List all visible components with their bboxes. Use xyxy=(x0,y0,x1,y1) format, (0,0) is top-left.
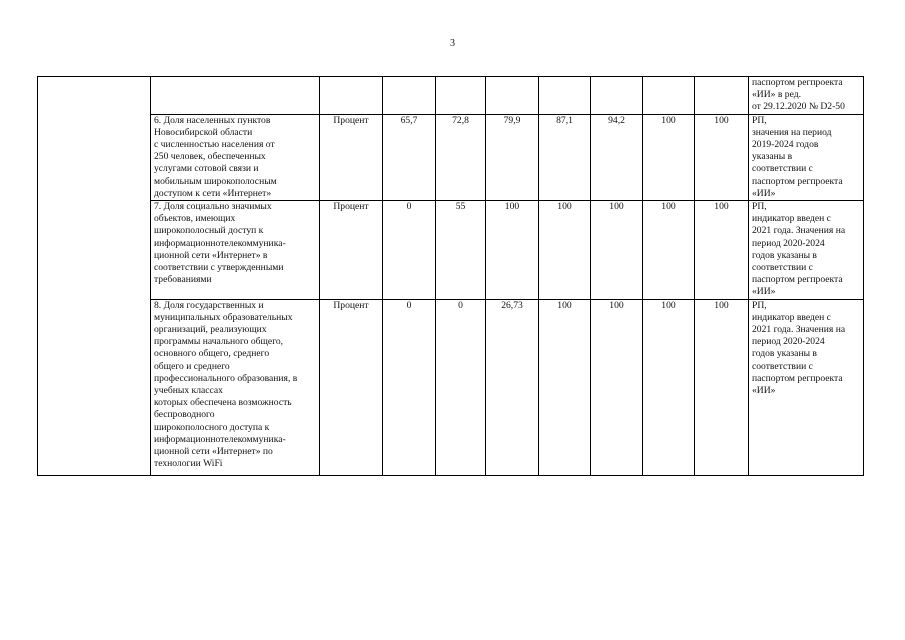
note-cell xyxy=(749,299,864,475)
value-cell: 79,9 xyxy=(486,114,539,200)
value-cell xyxy=(695,77,749,115)
note-line: РП, xyxy=(752,114,767,126)
table-row xyxy=(38,299,864,475)
value-cell: 100 xyxy=(539,299,591,475)
value-cell: 26,73 xyxy=(486,299,539,475)
value-cell: 100 xyxy=(695,299,749,475)
value-cell: 100 xyxy=(643,299,695,475)
note-line: годов указаны в xyxy=(752,348,817,360)
name-line: информационнотелекоммуника- xyxy=(154,433,286,445)
value-cell: 72,8 xyxy=(436,114,486,200)
note-cell xyxy=(749,114,864,200)
value-cell xyxy=(539,77,591,115)
value-cell: 100 xyxy=(695,114,749,200)
value-cell: 87,1 xyxy=(539,114,591,200)
name-line: соответствии с утвержденными xyxy=(154,262,284,274)
note-line: 2021 года. Значения на xyxy=(752,324,846,336)
unit-cell: Процент xyxy=(320,201,383,300)
note-line: период 2020-2024 xyxy=(752,336,825,348)
note-line: 2019-2024 годов xyxy=(752,139,819,151)
note-line: «ИИ» в ред. xyxy=(752,89,801,101)
note-line: от 29.12.2020 № D2-50 xyxy=(752,101,845,113)
value-cell: 94,2 xyxy=(591,114,643,200)
note-line: паспортом регпроекта xyxy=(752,274,843,286)
note-line: паспортом регпроекта xyxy=(752,77,843,88)
note-line: значения на период xyxy=(752,126,832,138)
name-line: муниципальных образовательных xyxy=(154,311,293,323)
name-line: общего и среднего xyxy=(154,360,230,372)
name-line: доступом к сети «Интернет» xyxy=(154,187,272,199)
name-line: широкополосный доступ к xyxy=(154,225,264,237)
note-cell xyxy=(749,201,864,300)
value-cell xyxy=(383,77,436,115)
value-cell xyxy=(436,77,486,115)
name-line: 7. Доля социально значимых xyxy=(154,201,272,213)
note-line: соответствии с xyxy=(752,163,813,175)
unit-cell: Процент xyxy=(320,299,383,475)
indicator-name-cell xyxy=(151,201,320,300)
note-line: «ИИ» xyxy=(752,385,776,397)
note-cell xyxy=(749,77,864,115)
value-cell: 100 xyxy=(643,201,695,300)
indicators-table xyxy=(37,76,864,476)
value-cell: 100 xyxy=(486,201,539,300)
value-cell: 100 xyxy=(591,201,643,300)
indicator-name-cell xyxy=(151,77,320,115)
value-cell: 65,7 xyxy=(383,114,436,200)
name-line: программы начального общего, xyxy=(154,336,284,348)
value-cell: 0 xyxy=(383,201,436,300)
note-line: паспортом регпроекта xyxy=(752,175,843,187)
value-cell xyxy=(591,77,643,115)
value-cell: 100 xyxy=(591,299,643,475)
page-number: 3 xyxy=(450,38,455,49)
note-line: индикатор введен с xyxy=(752,213,831,225)
name-line: Новосибирской области xyxy=(154,126,253,138)
indicator-name-cell xyxy=(151,114,320,200)
note-line: соответствии с xyxy=(752,360,813,372)
note-line: РП, xyxy=(752,201,767,213)
group-cell xyxy=(38,77,151,476)
note-line: индикатор введен с xyxy=(752,311,831,323)
note-line: соответствии с xyxy=(752,262,813,274)
note-line: период 2020-2024 xyxy=(752,237,825,249)
name-line: с численностью населения от xyxy=(154,139,275,151)
value-cell: 0 xyxy=(383,299,436,475)
table-row xyxy=(38,77,864,115)
name-line: технологии WiFi xyxy=(154,458,223,470)
table-row xyxy=(38,201,864,300)
name-line: учебных классах xyxy=(154,385,223,397)
name-line: которых обеспечена возможность xyxy=(154,397,292,409)
name-line: широкополосного доступа к xyxy=(154,421,270,433)
name-line: 6. Доля населенных пунктов xyxy=(154,114,271,126)
name-line: услугами сотовой связи и xyxy=(154,163,259,175)
name-line: ционной сети «Интернет» по xyxy=(154,446,273,458)
note-line: указаны в xyxy=(752,151,793,163)
note-line: «ИИ» xyxy=(752,286,776,298)
name-line: 250 человек, обеспеченных xyxy=(154,151,266,163)
value-cell: 0 xyxy=(436,299,486,475)
note-line: паспортом регпроекта xyxy=(752,372,843,384)
indicator-name-cell xyxy=(151,299,320,475)
value-cell: 100 xyxy=(643,114,695,200)
name-line: организаций, реализующих xyxy=(154,324,267,336)
value-cell: 100 xyxy=(539,201,591,300)
note-line: 2021 года. Значения на xyxy=(752,225,846,237)
name-line: беспроводного xyxy=(154,409,215,421)
name-line: основного общего, среднего xyxy=(154,348,270,360)
note-line: РП, xyxy=(752,299,767,311)
name-line: профессионального образования, в xyxy=(154,372,298,384)
name-line: информационнотелекоммуника- xyxy=(154,237,286,249)
note-line: годов указаны в xyxy=(752,249,817,261)
value-cell: 100 xyxy=(695,201,749,300)
unit-cell xyxy=(320,77,383,115)
value-cell xyxy=(486,77,539,115)
value-cell: 55 xyxy=(436,201,486,300)
value-cell xyxy=(643,77,695,115)
unit-cell: Процент xyxy=(320,114,383,200)
name-line: 8. Доля государственных и xyxy=(154,299,264,311)
name-line: объектов, имеющих xyxy=(154,213,236,225)
name-line: требованиями xyxy=(154,274,212,286)
name-line: ционной сети «Интернет» в xyxy=(154,249,268,261)
name-line: мобильным широкополосным xyxy=(154,175,277,187)
note-line: «ИИ» xyxy=(752,187,776,199)
table-row xyxy=(38,114,864,200)
